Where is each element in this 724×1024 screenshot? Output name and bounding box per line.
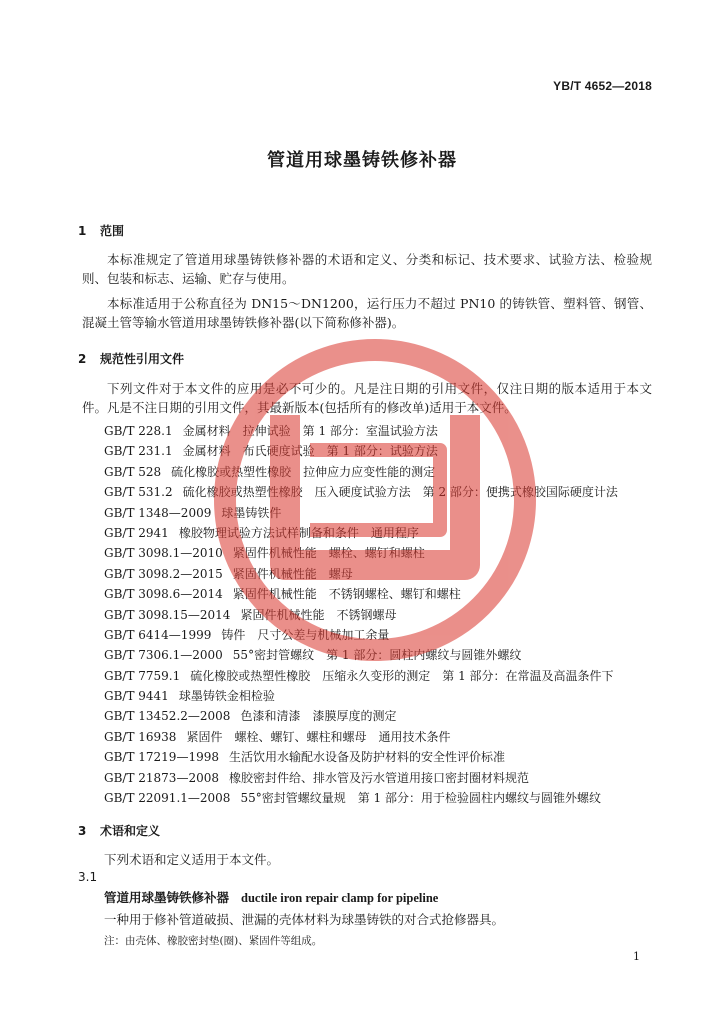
section-3-heading xyxy=(78,822,160,839)
reference-item xyxy=(104,788,618,808)
reference-code: GB/T 13452.2—2008 xyxy=(104,709,231,724)
reference-title: 55°密封管螺纹量规 第 1 部分：用于检验圆柱内螺纹与圆锥外螺纹 xyxy=(240,791,601,806)
section-2-intro: 下列文件对于本文件的应用是必不可少的。凡是注日期的引用文件，仅注日期的版本适用于本文件。凡是不注日期的引用文件，其最新版本(包括所有的修改单)适用于本文件。 xyxy=(82,381,652,415)
reference-title: 紧固件机械性能 不锈钢螺母 xyxy=(240,607,397,622)
reference-title: 55°密封管螺纹 第 1 部分：圆柱内螺纹与圆锥外螺纹 xyxy=(232,648,522,663)
reference-code: GB/T 21873—2008 xyxy=(104,770,219,785)
reference-item xyxy=(104,564,618,584)
reference-code: GB/T 231.1 xyxy=(104,444,173,459)
reference-item xyxy=(104,768,618,788)
reference-item xyxy=(104,482,618,502)
section-number: 1 xyxy=(78,224,87,238)
reference-code: GB/T 7306.1—2000 xyxy=(104,648,223,663)
reference-title: 铸件 尺寸公差与机械加工余量 xyxy=(221,627,390,642)
reference-code: GB/T 528 xyxy=(104,464,162,479)
reference-code: GB/T 7759.1 xyxy=(104,668,181,683)
reference-title: 硫化橡胶或热塑性橡胶 拉伸应力应变性能的测定 xyxy=(171,464,436,479)
section-number: 3 xyxy=(78,824,87,838)
reference-item xyxy=(104,706,618,726)
reference-item xyxy=(104,421,618,441)
reference-title: 硫化橡胶或热塑性橡胶 压入硬度试验方法 第 2 部分：便携式橡胶国际硬度计法 xyxy=(182,485,618,500)
section-number: 2 xyxy=(78,352,87,366)
reference-item xyxy=(104,503,618,523)
clause-number: 3.1 xyxy=(78,870,98,884)
section-title: 范围 xyxy=(100,224,125,238)
section-title: 规范性引用文件 xyxy=(100,352,185,366)
reference-title: 硫化橡胶或热塑性橡胶 压缩永久变形的测定 第 1 部分：在常温及高温条件下 xyxy=(190,668,614,683)
reference-title: 生活饮用水输配水设备及防护材料的安全性评价标准 xyxy=(228,750,505,765)
reference-item xyxy=(104,523,618,543)
section-1-paragraph-1: 本标准规定了管道用球墨铸铁修补器的术语和定义、分类和标记、技术要求、试验方法、检验规则、包装和标志、运输、贮存与使用。 xyxy=(82,252,652,286)
standard-number: YB/T 4652—2018 xyxy=(553,79,652,93)
reference-item xyxy=(104,605,618,625)
reference-title: 球墨铸铁件 xyxy=(221,505,282,520)
term-definition: 一种用于修补管道破损、泄漏的壳体材料为球墨铸铁的对合式抢修器具。 xyxy=(104,912,505,927)
section-title: 术语和定义 xyxy=(100,824,161,838)
reference-code: GB/T 3098.2—2015 xyxy=(104,566,223,581)
reference-title: 紧固件机械性能 不锈钢螺栓、螺钉和螺柱 xyxy=(232,587,461,602)
reference-code: GB/T 3098.1—2010 xyxy=(104,546,223,561)
section-1-paragraph-2: 本标准适用于公称直径为 DN15～DN1200，运行压力不超过 PN10 的铸铁管、塑料管、钢管、混凝土管等输水管道用球墨铸铁修补器(以下简称修补器)。 xyxy=(82,296,652,330)
reference-code: GB/T 228.1 xyxy=(104,424,173,438)
term-chinese: 管道用球墨铸铁修补器 xyxy=(104,890,230,905)
reference-code: GB/T 6414—1999 xyxy=(104,627,212,642)
section-1-heading xyxy=(78,222,124,239)
reference-code: GB/T 1348—2009 xyxy=(104,505,212,520)
reference-title: 金属材料 布氏硬度试验 第 1 部分：试验方法 xyxy=(182,444,438,459)
reference-code: GB/T 531.2 xyxy=(104,485,173,500)
reference-item xyxy=(104,686,618,706)
reference-item xyxy=(104,441,618,461)
reference-list xyxy=(104,421,618,808)
reference-code: GB/T 3098.15—2014 xyxy=(104,607,231,622)
reference-title: 金属材料 拉伸试验 第 1 部分：室温试验方法 xyxy=(182,424,438,438)
term-note: 注：由壳体、橡胶密封垫(圈)、紧固件等组成。 xyxy=(104,935,323,947)
reference-title: 球墨铸铁金相检验 xyxy=(178,689,275,704)
reference-code: GB/T 3098.6—2014 xyxy=(104,587,223,602)
section-3-intro: 下列术语和定义适用于本文件。 xyxy=(104,852,280,867)
reference-item xyxy=(104,584,618,604)
reference-code: GB/T 16938 xyxy=(104,729,177,744)
reference-code: GB/T 9441 xyxy=(104,689,169,704)
reference-item xyxy=(104,727,618,747)
term-line xyxy=(104,888,438,906)
reference-title: 紧固件 螺栓、螺钉、螺柱和螺母 通用技术条件 xyxy=(186,729,451,744)
reference-title: 橡胶物理试验方法试样制备和条件 通用程序 xyxy=(178,525,419,540)
reference-title: 紧固件机械性能 螺栓、螺钉和螺柱 xyxy=(232,546,425,561)
page-number: 1 xyxy=(633,950,640,963)
reference-code: GB/T 17219—1998 xyxy=(104,750,219,765)
term-english: ductile iron repair clamp for pipeline xyxy=(241,891,439,905)
reference-title: 橡胶密封件给、排水管及污水管道用接口密封圈材料规范 xyxy=(228,770,529,785)
reference-title: 色漆和清漆 漆膜厚度的测定 xyxy=(240,709,397,724)
reference-title: 紧固件机械性能 螺母 xyxy=(232,566,353,581)
reference-code: GB/T 22091.1—2008 xyxy=(104,791,231,806)
reference-item xyxy=(104,625,618,645)
reference-item xyxy=(104,645,618,665)
document-title: 管道用球墨铸铁修补器 xyxy=(267,150,457,171)
reference-code: GB/T 2941 xyxy=(104,525,169,540)
reference-item xyxy=(104,462,618,482)
reference-item xyxy=(104,747,618,767)
reference-item xyxy=(104,543,618,563)
section-2-heading xyxy=(78,350,184,367)
reference-item xyxy=(104,666,618,686)
